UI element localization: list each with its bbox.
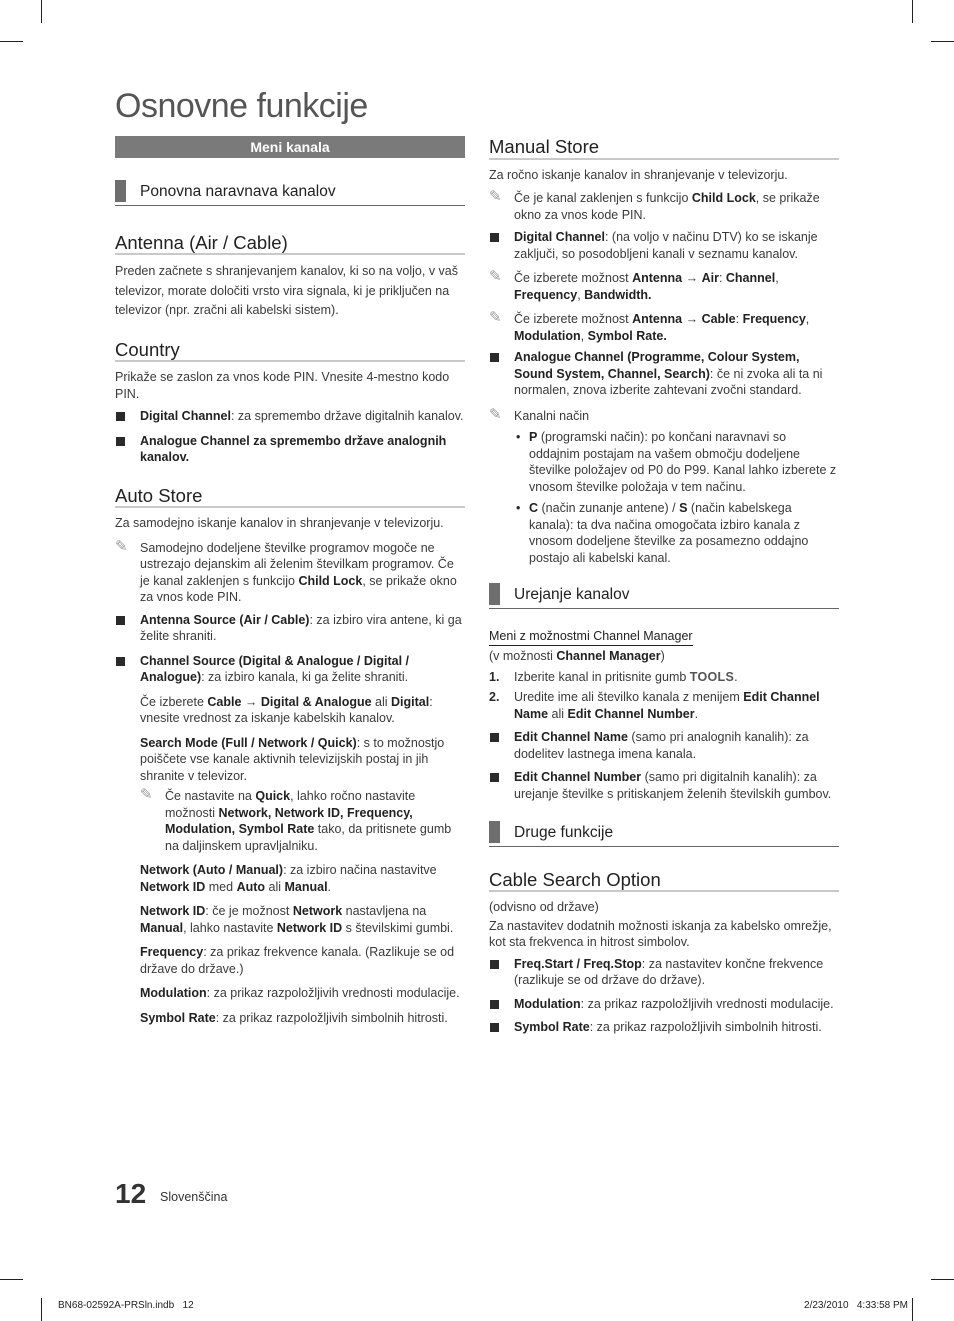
- bullet-item: Edit Channel Number (samo pri digitalnih kanalih): za urejanje številke s pritiskanjem želenih številskih gumbov.: [489, 769, 839, 802]
- paragraph: Za ročno iskanje kanalov in shranjevanje v televizorju.: [489, 167, 788, 182]
- paragraph: Za nastavitev dodatnih možnosti iskanja za kabelsko omrežje, kot sta frekvenca in hitrost simbolov.: [489, 918, 832, 949]
- pencil-note-icon: ✎: [489, 188, 502, 205]
- crop-mark: [0, 41, 23, 42]
- pencil-note-icon: ✎: [489, 268, 502, 285]
- subsection-header: [115, 178, 465, 206]
- bullet-item: [115, 612, 465, 645]
- dot-marker: •: [516, 430, 521, 444]
- note-item: [115, 537, 465, 606]
- dot-list: [489, 429, 839, 566]
- note-text: Samodejno dodeljene številke programov mogoče ne ustrezajo dejanskim ali želenim številkam programov. Če je kanal zaklenjen s funkcijo: [140, 540, 454, 588]
- bullet-item: [115, 433, 465, 466]
- bullet-square: [490, 1023, 499, 1032]
- bullet-square: [116, 657, 125, 666]
- bullet-square: [116, 412, 125, 421]
- paragraph: Network ID: če je možnost Network nastavljena na Manual, lahko nastavite Network ID s številskimi gumbi.: [140, 904, 454, 935]
- note-item: ✎ Če izberete možnost Antenna → Air: Channel, Frequency, Bandwidth.: [489, 268, 779, 302]
- bold-term: Analogue Channel za spremembo države analognih kanalov.: [140, 433, 447, 464]
- paragraph: Search Mode (Full / Network / Quick): s to možnostjo poiščete vse kanale aktivnih televizijskih postaj in jih shranite v televizor.: [140, 735, 445, 783]
- dot-item: • C (način zunanje antene) / S (način kabelskega kanala): ta dva načina omogočata izbiro kanala z vnosom dodeljene številke za posamezno oddajno postajo ali kabelski kanal.: [516, 501, 809, 565]
- paragraph: Modulation: za prikaz razpoložljivih vrednosti modulacije.: [140, 986, 460, 1000]
- bullet-item: Modulation: za prikaz razpoložljivih vrednosti modulacije.: [489, 996, 839, 1013]
- bullet-text: : za spremembo države digitalnih kanalov.: [230, 409, 464, 423]
- section-heading: Auto Store: [115, 488, 465, 509]
- crop-mark: [41, 0, 42, 23]
- section-heading: Antenna (Air / Cable): [115, 235, 465, 256]
- subsection-title: Urejanje kanalov: [514, 586, 630, 603]
- note-item: ✎ Če izberete možnost Antenna → Cable: Frequency, Modulation, Symbol Rate.: [489, 309, 810, 343]
- note-text: Kanalni način: [514, 408, 590, 423]
- imprint-date: 2/23/2010 4:33:58 PM: [804, 1300, 908, 1311]
- crop-mark: [912, 0, 913, 23]
- bold-term: Child Lock: [298, 573, 363, 588]
- bullet-square: [490, 773, 499, 782]
- pencil-note-icon: ✎: [489, 309, 502, 326]
- bullet-item: Edit Channel Name (samo pri analognih kanalih): za dodelitev lastnega imena kanala.: [489, 729, 839, 762]
- paragraph: Za samodejno iskanje kanalov in shranjevanje v televizorju.: [115, 516, 444, 530]
- bullet-item: Analogue Channel (Programme, Colour System, Sound System, Channel, Search): če ni zvoka ali ta ni normalen, znova izberite zahtevani zvočni standard.: [489, 349, 839, 399]
- paragraph: Frequency: za prikaz frekvence kanala. (Razlikuje se od države do države.): [140, 945, 455, 976]
- pencil-note-icon: ✎: [140, 786, 153, 803]
- subsection-header: [489, 581, 839, 609]
- page-title: Osnovne funkcije: [115, 87, 368, 125]
- pencil-note-icon: ✎: [489, 405, 502, 423]
- bullet-square: [490, 960, 499, 969]
- paragraph: Prikaže se zaslon za vnos kode PIN. Vnesite 4-mestno kodo PIN.: [115, 370, 450, 401]
- crop-mark: [0, 1279, 23, 1280]
- bullet-text: : za izbiro kanala, ki ga želite shraniti.: [201, 670, 409, 684]
- item-number: 2.: [489, 690, 500, 704]
- crop-mark: [931, 41, 954, 42]
- menu-bar: Meni kanala: [115, 136, 465, 158]
- bullet-square: [490, 1000, 499, 1009]
- page-language: Slovenščina: [160, 1190, 228, 1204]
- section-heading: Manual Store: [489, 139, 839, 160]
- bullet-item: Symbol Rate: za prikaz razpoložljivih simbolnih hitrosti.: [489, 1019, 839, 1036]
- section-marker: [489, 583, 500, 605]
- nested-note: [115, 788, 465, 854]
- bullet-square: [490, 233, 499, 242]
- crop-mark: [912, 1298, 913, 1321]
- paragraph: (v možnosti Channel Manager): [489, 649, 665, 663]
- right-column: [489, 136, 839, 1036]
- bullet-text: : za izbiro vira antene, ki ga želite shraniti.: [140, 612, 462, 643]
- bullet-square: [116, 616, 125, 625]
- section-heading: Cable Search Option: [489, 872, 839, 893]
- imprint-file: BN68-02592A-PRSln.indb 12: [58, 1300, 194, 1311]
- crop-mark: [41, 1298, 42, 1321]
- note-item: ✎ Če nastavite na Quick, lahko ročno nastavite možnosti Network, Network ID, Frequency, Modulation, Symbol Rate tako, da pritisnete gumb na daljinskem upravljalniku.: [140, 786, 452, 853]
- bullet-item: [115, 408, 465, 425]
- menu-path: Meni z možnostmi Channel Manager: [489, 628, 839, 647]
- item-number: 1.: [489, 669, 500, 684]
- bullet-square: [116, 437, 125, 446]
- left-column: [115, 178, 465, 1026]
- subsection-header: [489, 819, 839, 847]
- paragraph: (odvisno od države): [489, 900, 599, 914]
- dot-marker: •: [516, 501, 521, 515]
- bullet-square: [490, 353, 499, 362]
- bold-term: Antenna Source (Air / Cable): [140, 612, 310, 627]
- numbered-item: 1. Izberite kanal in pritisnite gumb TOOLS.: [489, 669, 738, 684]
- pencil-note-icon: ✎: [115, 537, 128, 555]
- subsection-title: Druge funkcije: [514, 824, 614, 841]
- bold-term: Channel Source (Digital & Analogue / Digital / Analogue): [140, 653, 410, 684]
- note-item: ✎ Če je kanal zaklenjen s funkcijo Child Lock, se prikaže okno za vnos kode PIN.: [489, 188, 820, 222]
- section-heading: Country: [115, 342, 465, 363]
- subsection-title: Ponovna naravnava kanalov: [140, 183, 336, 200]
- note-text: , se prikaže okno za vnos kode PIN.: [140, 573, 457, 604]
- paragraph: Symbol Rate: za prikaz razpoložljivih simbolnih hitrosti.: [140, 1010, 448, 1025]
- crop-mark: [931, 1279, 954, 1280]
- bold-term: Digital Channel: [140, 409, 231, 423]
- page-number: 12: [115, 1178, 147, 1209]
- bullet-square: [490, 733, 499, 742]
- section-marker: [489, 821, 500, 843]
- note-item: [489, 405, 839, 425]
- paragraph: Preden začnete s shranjevanjem kanalov, ki so na voljo, v vaš televizor, morate določiti vrsto vira signala, ki je priključen na televizor (npr. zračni ali kabelski sistem).: [115, 264, 459, 317]
- paragraph: Če izberete Cable → Digital & Analogue ali Digital: vnesite vrednost za iskanje kabelskih kanalov.: [140, 694, 433, 725]
- numbered-item: 2. Uredite ime ali številko kanala z menijem Edit Channel Name ali Edit Channel Number.: [489, 690, 820, 721]
- section-marker: [115, 180, 126, 202]
- bullet-item: Freq.Start / Freq.Stop: za nastavitev končne frekvence (razlikuje se od države do države).: [489, 956, 839, 989]
- bullet-item: [115, 653, 465, 686]
- paragraph: Network (Auto / Manual): za izbiro načina nastavitve Network ID med Auto ali Manual.: [140, 863, 437, 894]
- dot-item: • P (programski način): po končani naravnavi so oddajnim postajam na vašem območju dodeljene številke položajev od P0 do P99. Kanal lahko izberete z vnosom številke položaja v tem načinu.: [516, 430, 837, 494]
- bullet-item: Digital Channel: (na voljo v načinu DTV) ko se iskanje zaključi, so posodobljeni kanali v seznamu kanalov.: [489, 229, 839, 262]
